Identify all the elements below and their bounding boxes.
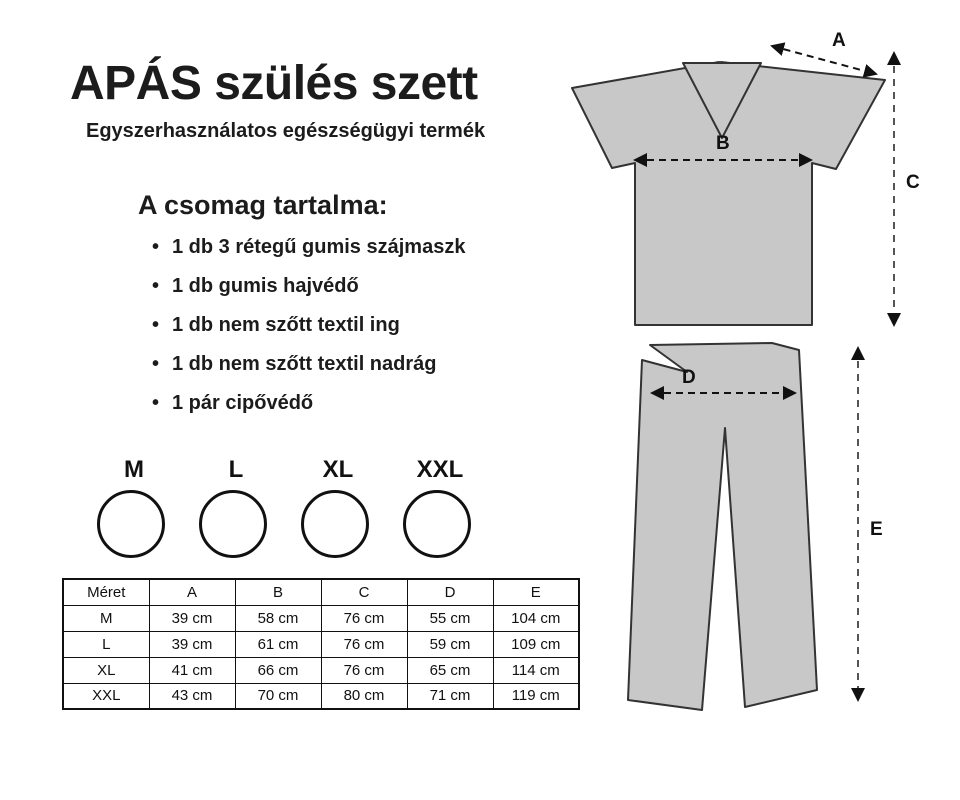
cell-e: 119 cm [493,683,579,709]
package-contents-list [150,228,465,423]
size-circle [301,490,369,558]
list-item-label: 1 db nem szőtt textil ing [172,314,400,336]
bullet-icon: • [152,275,160,297]
cell-a: 43 cm [149,683,235,709]
size-marker-label: L [228,456,244,483]
garment-diagram-svg [540,0,960,800]
size-circle [403,490,471,558]
dimension-label-d: D [682,367,696,388]
cell-size: XXL [63,683,149,709]
cell-b: 66 cm [235,657,321,683]
bullet-icon: • [152,236,160,258]
column-header: D [407,579,493,605]
pants-shape [628,343,817,710]
table-row [63,605,579,631]
size-marker-label: XL [322,456,354,483]
cell-c: 76 cm [321,605,407,631]
cell-size: XL [63,657,149,683]
cell-c: 76 cm [321,631,407,657]
column-header: B [235,579,321,605]
package-contents-heading: A csomag tartalma: [138,190,388,220]
list-item-label: 1 db nem szőtt textil nadrág [172,353,437,375]
cell-c: 76 cm [321,657,407,683]
cell-d: 65 cm [407,657,493,683]
size-table [62,578,580,710]
garment-diagrams [540,0,960,800]
cell-e: 109 cm [493,631,579,657]
shirt-shape [572,62,885,325]
cell-c: 80 cm [321,683,407,709]
cell-a: 41 cm [149,657,235,683]
list-item-label: 1 pár cipővédő [172,392,314,414]
bullet-icon: • [152,392,160,414]
cell-d: 55 cm [407,605,493,631]
list-item [150,384,465,423]
list-item [150,345,465,384]
size-marker-label: M [124,456,144,483]
column-header: C [321,579,407,605]
column-header: Méret [63,579,149,605]
cell-e: 114 cm [493,657,579,683]
cell-b: 61 cm [235,631,321,657]
table-row [63,683,579,709]
dimension-label-a: A [832,30,846,51]
bullet-icon: • [152,314,160,336]
list-item [150,228,465,267]
cell-b: 58 cm [235,605,321,631]
cell-d: 59 cm [407,631,493,657]
bullet-icon: • [152,353,160,375]
cell-size: L [63,631,149,657]
column-header: E [493,579,579,605]
cell-a: 39 cm [149,631,235,657]
size-circle [199,490,267,558]
cell-a: 39 cm [149,605,235,631]
list-item [150,306,465,345]
table-row [63,657,579,683]
page-title: APÁS szülés szett [70,57,478,110]
table-row [63,631,579,657]
list-item [150,267,465,306]
cell-b: 70 cm [235,683,321,709]
size-circle [97,490,165,558]
column-header: A [149,579,235,605]
dimension-label-c: C [906,172,920,193]
table-header-row [63,579,579,605]
cell-d: 71 cm [407,683,493,709]
page-subtitle: Egyszerhasználatos egészségügyi termék [86,120,486,142]
cell-e: 104 cm [493,605,579,631]
dimension-label-e: E [870,519,883,540]
dimension-label-b: B [716,133,730,154]
list-item-label: 1 db 3 rétegű gumis szájmaszk [172,236,466,258]
size-marker-label: XXL [416,456,464,483]
list-item-label: 1 db gumis hajvédő [172,275,359,297]
cell-size: M [63,605,149,631]
